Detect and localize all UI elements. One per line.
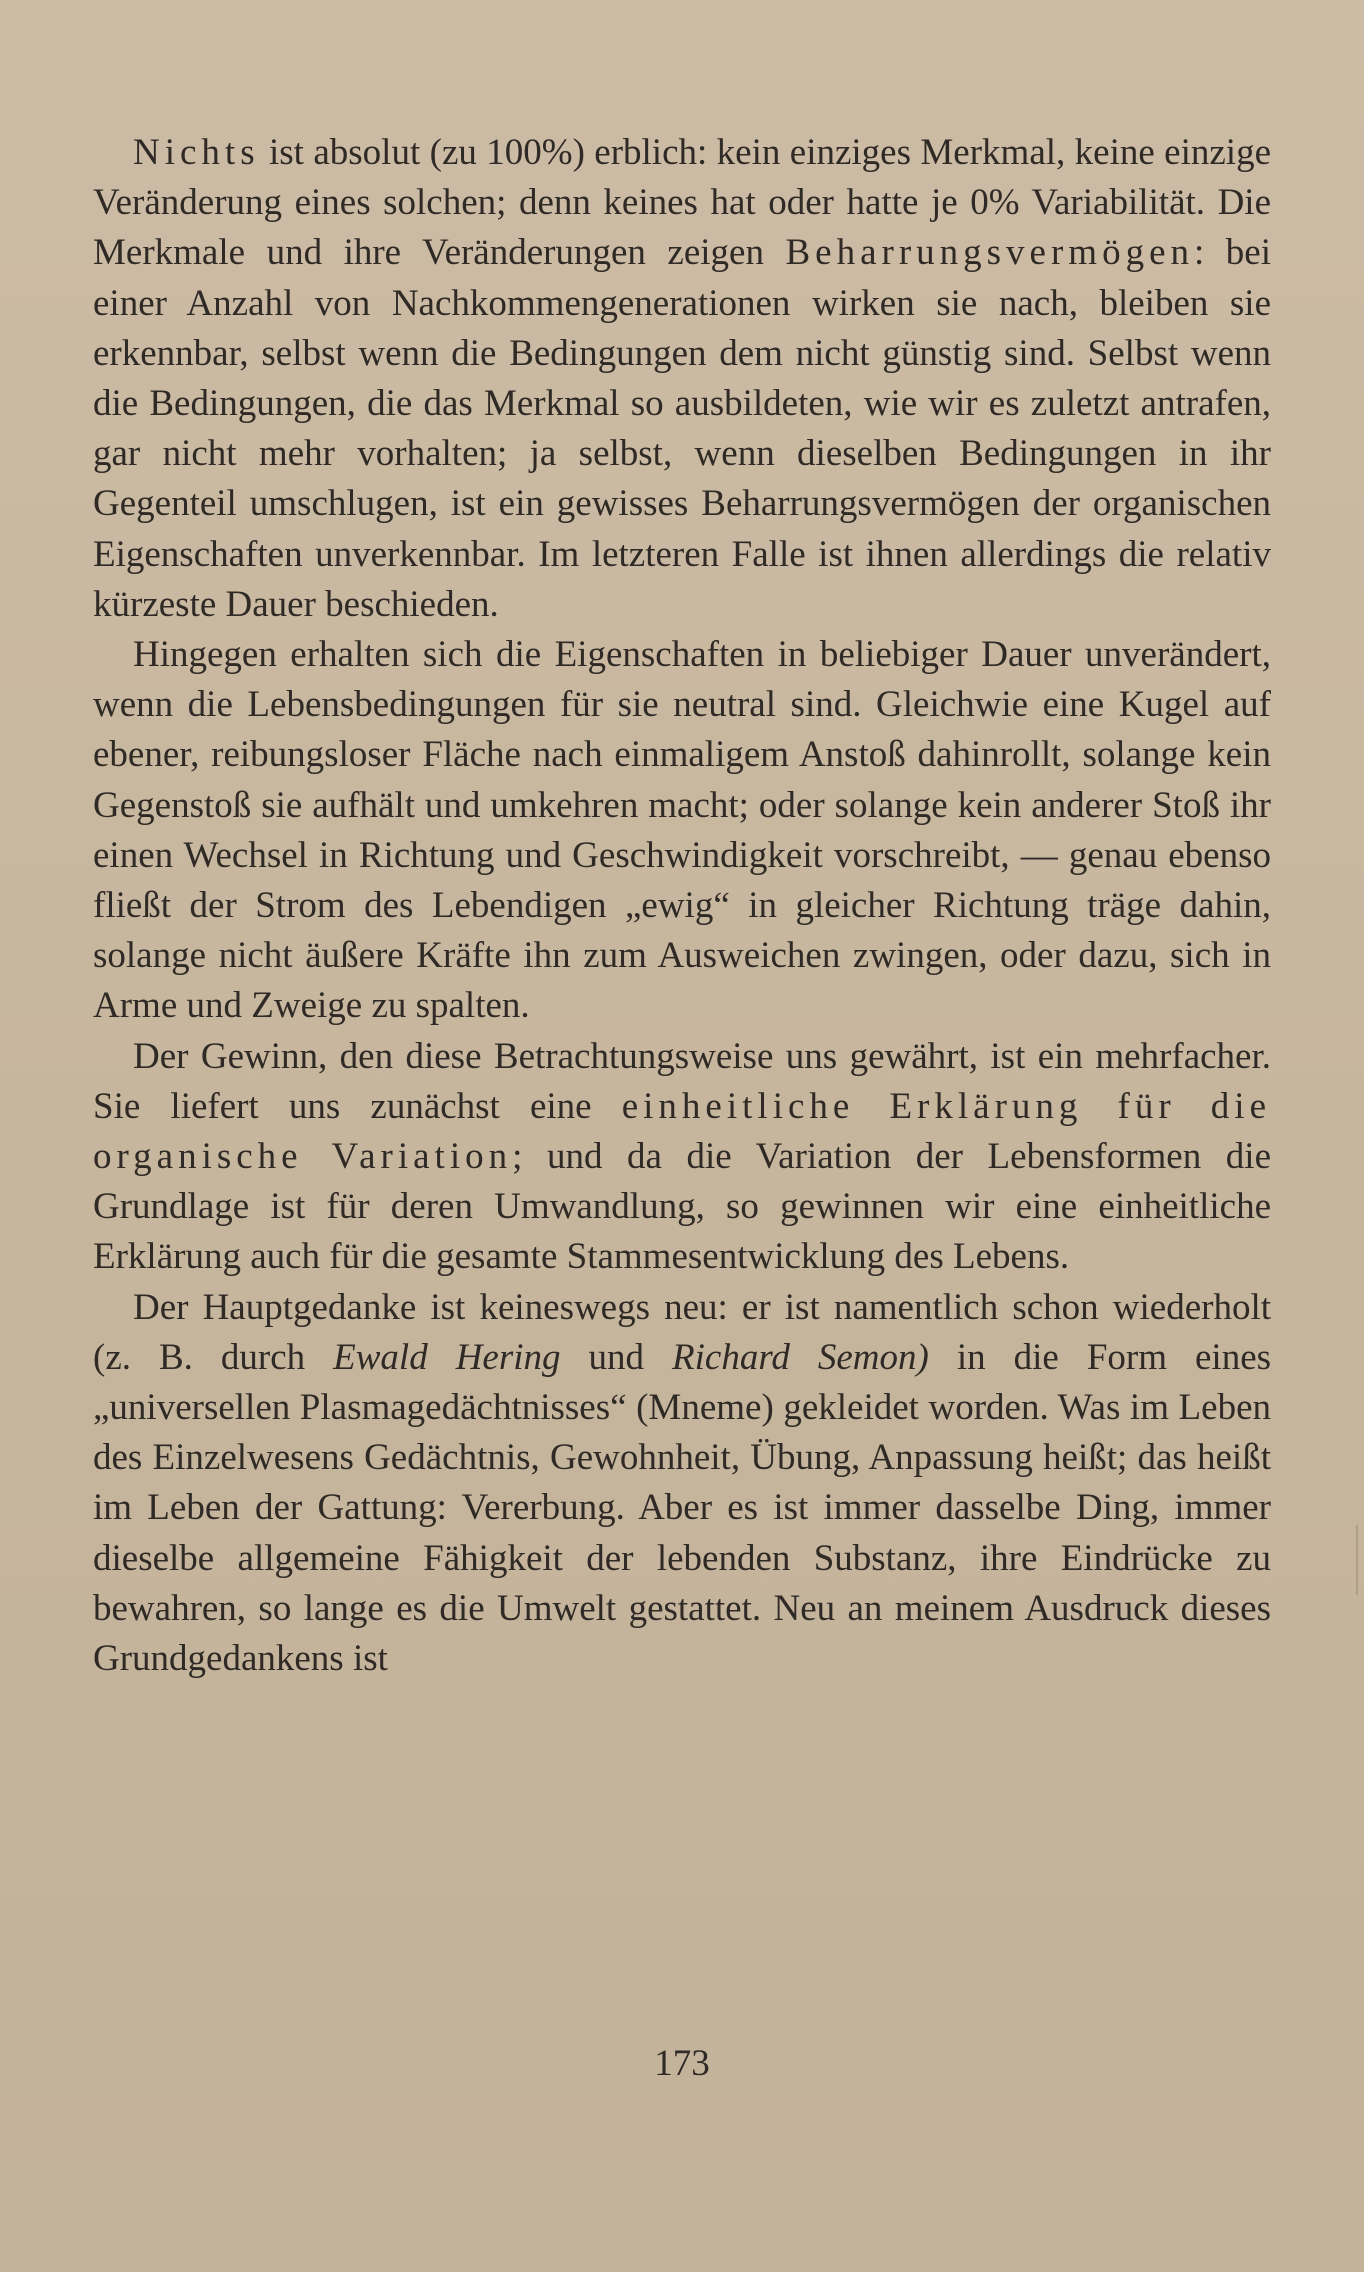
page-number: 173 <box>654 2043 710 2084</box>
text-segment: Der Gewinn, den diese Betrachtungsweise uns gewährt, ist ein mehrfacher. Sie liefert uns zunächst eine <box>93 1035 1271 1127</box>
paragraph-3 <box>93 1032 1271 1283</box>
text-segment: Richard Semon) <box>672 1336 929 1378</box>
paragraph-1 <box>93 128 1271 630</box>
paragraph-2 <box>93 630 1271 1032</box>
text-segment: Ewald Hering <box>333 1336 561 1378</box>
text-segment: Der Hauptgedanke ist keineswegs neu: er ist namentlich schon wiederholt (z. B. durch <box>93 1286 1271 1378</box>
page-edge-mark <box>1356 1525 1358 1595</box>
body-text <box>93 128 1271 1684</box>
text-segment: in die Form eines „universellen Plasmagedächtnisses“ (Mneme) gekleidet worden. Was im Leben des Einzelwesens Gedächtnis, Gewohnheit, Übung, Anpassung heißt; das heißt im Leben der Gattung: Vererbung. Aber es ist immer dasselbe Ding, immer dieselbe allgemeine Fähigkeit der lebenden Substanz, ihre Eindrücke zu bewahren, so lange es die Umwelt gestattet. Neu an meinem Ausdruck dieses Grundgedankens ist <box>93 1336 1272 1680</box>
text-segment: Beharrungsvermögen <box>785 232 1194 274</box>
text-segment: : bei einer Anzahl von Nachkommengenerationen wirken sie nach, bleiben sie erkennbar, selbst wenn die Bedingungen dem nicht günstig sind. Selbst wenn die Bedingungen, die das Merkmal so ausbildeten, wie wir es zuletzt antrafen, gar nicht mehr vorhalten; ja selbst, wenn dieselben Bedingungen in ihr Gegenteil umschlugen, ist ein gewisses Beharrungsvermögen der organischen Eigenschaften unverkennbar. Im letzteren Falle ist ihnen allerdings die relativ kürzeste Dauer beschieden. <box>93 232 1271 625</box>
text-segment: ist absolut (zu 100%) erblich: kein einziges Merkmal, keine einzige Veränderung eines solchen; denn keines hat oder hatte je 0% Variabilität. Die Merkmale und ihre Veränderungen zeigen <box>93 132 1271 274</box>
paragraph-4 <box>93 1283 1271 1685</box>
text-segment: einheitliche Erklärung für die organische Variation <box>93 1085 1271 1178</box>
text-segment: und <box>560 1336 673 1378</box>
text-segment: Nichts <box>133 132 260 173</box>
text-segment: ; und da die Variation der Lebensformen die Grundlage ist für deren Umwandlung, so gewinnen wir eine einheitliche Erklärung auch für die gesamte Stammesentwicklung des Lebens. <box>93 1136 1271 1278</box>
text-segment: Hingegen erhalten sich die Eigenschaften in beliebiger Dauer unverändert, wenn die Lebensbedingungen für sie neutral sind. Gleichwie eine Kugel auf ebener, reibungsloser Fläche nach einmaligem Anstoß dahinrollt, solange kein Gegenstoß sie aufhält und umkehren macht; oder solange kein anderer Stoß ihr einen Wechsel in Richtung und Geschwindigkeit vorschreibt, — genau ebenso fließt der Strom des Lebendigen „ewig“ in gleicher Richtung träge dahin, solange nicht äußere Kräfte ihn zum Ausweichen zwingen, oder dazu, sich in Arme und Zweige zu spalten. <box>93 634 1271 1027</box>
